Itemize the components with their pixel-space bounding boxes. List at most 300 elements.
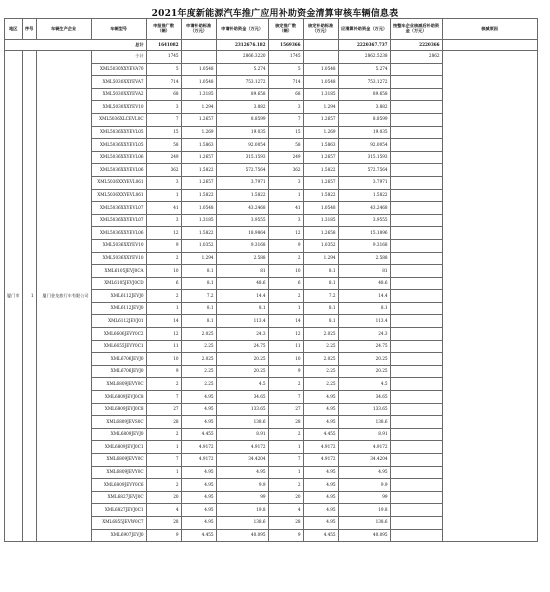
row-model: XML5036XXYEVL061 xyxy=(91,189,146,202)
row-declared-qty: 249 xyxy=(146,151,181,164)
row-applied-fund: 34.65 xyxy=(216,391,268,404)
row-due-fund: 9.9 xyxy=(338,479,390,492)
row-due-fund: 24.3 xyxy=(338,328,390,341)
row-after-deduction xyxy=(390,391,442,404)
row-model: XML6112JEVJ01 xyxy=(91,315,146,328)
row-due-fund: 20.25 xyxy=(338,365,390,378)
row-approved-qty: 12 xyxy=(268,227,303,240)
header-approved-qty: 核定推广数（辆） xyxy=(268,19,303,40)
row-applied-std: 1.5822 xyxy=(181,164,216,177)
row-approved-qty: 9 xyxy=(268,239,303,252)
row-model: XML6655JEVY0C1 xyxy=(91,340,146,353)
row-model: XML5036XXYEVL06 xyxy=(91,227,146,240)
row-applied-fund: 92.0054 xyxy=(216,139,268,152)
row-due-fund: 138.6 xyxy=(338,516,390,529)
row-approved-std: 7.2 xyxy=(303,290,338,303)
row-approved-qty: 1 xyxy=(268,466,303,479)
row-approved-qty: 5 xyxy=(268,63,303,76)
row-model: XML5036XXYEVL061 xyxy=(91,176,146,189)
row-after-deduction xyxy=(390,466,442,479)
row-applied-fund: 572.7564 xyxy=(216,164,268,177)
row-approved-qty: 10 xyxy=(268,265,303,278)
row-approved-std: 4.95 xyxy=(303,479,338,492)
row-declared-qty: 7 xyxy=(146,391,181,404)
row-after-deduction xyxy=(390,88,442,101)
row-applied-std: 1.294 xyxy=(181,252,216,265)
row-applied-fund: 20.25 xyxy=(216,353,268,366)
row-approved-qty: 12 xyxy=(268,328,303,341)
row-after-deduction xyxy=(390,479,442,492)
header-approved-std: 核定补助标准（万元） xyxy=(303,19,338,40)
row-due-fund: 34.65 xyxy=(338,391,390,404)
row-after-deduction xyxy=(390,491,442,504)
row-due-fund: 15.1896 xyxy=(338,227,390,240)
row-approved-qty: 249 xyxy=(268,151,303,164)
row-model: XML6809JEVY0C xyxy=(91,466,146,479)
row-due-fund: 43.2468 xyxy=(338,202,390,215)
row-applied-fund: 18.9864 xyxy=(216,227,268,240)
subtotal-approved-std xyxy=(303,51,338,64)
row-applied-std: 4.95 xyxy=(181,504,216,517)
row-applied-std: 7.2 xyxy=(181,290,216,303)
total-approved-std xyxy=(303,40,338,51)
region-cell: 厦门市 xyxy=(5,51,23,542)
row-model: XML5036XXYEVL05 xyxy=(91,139,146,152)
row-applied-fund: 8.8599 xyxy=(216,113,268,126)
row-declared-qty: 11 xyxy=(146,340,181,353)
row-approved-std: 1.5822 xyxy=(303,189,338,202)
row-applied-fund: 113.4 xyxy=(216,315,268,328)
row-approved-qty: 9 xyxy=(268,529,303,542)
row-after-deduction xyxy=(390,454,442,467)
row-applied-std: 4.95 xyxy=(181,466,216,479)
row-after-deduction xyxy=(390,126,442,139)
row-due-fund: 9.3168 xyxy=(338,239,390,252)
total-std xyxy=(181,40,216,51)
row-approved-std: 4.95 xyxy=(303,516,338,529)
row-model: XML6809JEVJ0C1 xyxy=(91,441,146,454)
row-applied-fund: 4.9172 xyxy=(216,441,268,454)
row-after-deduction xyxy=(390,113,442,126)
total-approved-qty: 1569366 xyxy=(268,40,303,51)
row-declared-qty: 1 xyxy=(146,466,181,479)
row-due-fund: 2.588 xyxy=(338,252,390,265)
row-applied-std: 8.1 xyxy=(181,315,216,328)
row-approved-std: 2.025 xyxy=(303,328,338,341)
row-due-fund: 4.5 xyxy=(338,378,390,391)
row-applied-fund: 8.91 xyxy=(216,428,268,441)
row-approved-std: 8.1 xyxy=(303,302,338,315)
row-due-fund: 5.274 xyxy=(338,63,390,76)
row-declared-qty: 714 xyxy=(146,76,181,89)
row-applied-std: 4.455 xyxy=(181,428,216,441)
row-approved-std: 4.95 xyxy=(303,504,338,517)
row-applied-fund: 3.9555 xyxy=(216,214,268,227)
row-declared-qty: 20 xyxy=(146,491,181,504)
row-declared-qty: 28 xyxy=(146,416,181,429)
row-due-fund: 3.9555 xyxy=(338,214,390,227)
row-declared-qty: 1 xyxy=(146,441,181,454)
row-after-deduction xyxy=(390,315,442,328)
row-declared-qty: 5 xyxy=(146,63,181,76)
row-after-deduction xyxy=(390,139,442,152)
row-declared-qty: 4 xyxy=(146,504,181,517)
row-declared-qty: 2 xyxy=(146,378,181,391)
row-approved-qty: 7 xyxy=(268,391,303,404)
row-approved-std: 4.95 xyxy=(303,416,338,429)
row-approved-std: 4.95 xyxy=(303,491,338,504)
header-after-deduction: 按整车企业核减后补助资金（万元） xyxy=(390,19,442,40)
total-after: 2220366 xyxy=(390,40,442,51)
row-approved-std: 4.455 xyxy=(303,428,338,441)
row-after-deduction xyxy=(390,416,442,429)
row-model: XML6809JEVJ0 xyxy=(91,428,146,441)
row-declared-qty: 2 xyxy=(146,252,181,265)
row-model: XML6809JEVY0C xyxy=(91,454,146,467)
subtotal-std xyxy=(181,51,216,64)
row-approved-qty: 11 xyxy=(268,340,303,353)
row-applied-std: 2.25 xyxy=(181,365,216,378)
row-approved-qty: 2 xyxy=(268,252,303,265)
row-applied-std: 1.269 xyxy=(181,126,216,139)
row-approved-std: 1.2658 xyxy=(303,227,338,240)
document-title: 2021年度新能源汽车推广应用补助资金清算审核车辆信息表 xyxy=(151,9,399,19)
row-applied-std: 1.2657 xyxy=(181,113,216,126)
row-applied-std: 2.25 xyxy=(181,378,216,391)
row-applied-fund: 138.6 xyxy=(216,416,268,429)
subtotal-row xyxy=(5,51,538,64)
row-approved-std: 1.5863 xyxy=(303,139,338,152)
row-due-fund: 14.4 xyxy=(338,290,390,303)
row-declared-qty: 3 xyxy=(146,101,181,114)
row-approved-qty: 4 xyxy=(268,504,303,517)
row-due-fund: 81 xyxy=(338,265,390,278)
row-declared-qty: 27 xyxy=(146,403,181,416)
row-due-fund: 138.6 xyxy=(338,416,390,429)
row-applied-fund: 24.75 xyxy=(216,340,268,353)
row-declared-qty: 10 xyxy=(146,353,181,366)
row-after-deduction xyxy=(390,189,442,202)
row-approved-qty: 2 xyxy=(268,378,303,391)
subtotal-label: 小计 xyxy=(91,51,146,64)
row-due-fund: 4.95 xyxy=(338,466,390,479)
subtotal-due: 2862.5238 xyxy=(338,51,390,64)
row-applied-std: 4.9172 xyxy=(181,441,216,454)
row-approved-std: 1.3185 xyxy=(303,88,338,101)
row-declared-qty: 9 xyxy=(146,365,181,378)
row-declared-qty: 41 xyxy=(146,202,181,215)
row-model: XML6827JEVJ0C xyxy=(91,491,146,504)
row-model: XML5036XXYEVL06 xyxy=(91,164,146,177)
row-due-fund: 19.8 xyxy=(338,504,390,517)
row-applied-fund: 9.3168 xyxy=(216,239,268,252)
row-model: XML6809JEVY0C6 xyxy=(91,479,146,492)
row-applied-fund: 81 xyxy=(216,265,268,278)
row-due-fund: 24.75 xyxy=(338,340,390,353)
row-due-fund: 3.7971 xyxy=(338,176,390,189)
total-fund: 2312676.182 xyxy=(216,40,268,51)
row-approved-std: 1.5822 xyxy=(303,164,338,177)
row-applied-fund: 2.588 xyxy=(216,252,268,265)
header-due-fund: 应清算补助资金（万元） xyxy=(338,19,390,40)
row-model: XML5036XXYEVL07 xyxy=(91,214,146,227)
row-due-fund: 8.1 xyxy=(338,302,390,315)
row-declared-qty: 14 xyxy=(146,315,181,328)
row-applied-std: 4.95 xyxy=(181,516,216,529)
row-approved-std: 8.1 xyxy=(303,315,338,328)
row-declared-qty: 10 xyxy=(146,265,181,278)
row-approved-qty: 2 xyxy=(268,290,303,303)
row-model: XML5036XLCEVL0C xyxy=(91,113,146,126)
row-declared-qty: 2 xyxy=(146,428,181,441)
row-model: XML5036XXYEVL06 xyxy=(91,151,146,164)
row-due-fund: 20.25 xyxy=(338,353,390,366)
row-applied-std: 1.0352 xyxy=(181,239,216,252)
row-approved-std: 4.95 xyxy=(303,403,338,416)
row-declared-qty: 1 xyxy=(146,302,181,315)
row-applied-fund: 89.658 xyxy=(216,88,268,101)
row-approved-std: 1.0548 xyxy=(303,63,338,76)
row-due-fund: 1.5822 xyxy=(338,189,390,202)
row-after-deduction xyxy=(390,504,442,517)
row-model: XML5030XXYEVA2 xyxy=(91,88,146,101)
row-approved-std: 4.455 xyxy=(303,529,338,542)
row-after-deduction xyxy=(390,302,442,315)
row-model: XML6809JEVJ0C8 xyxy=(91,391,146,404)
row-approved-qty: 3 xyxy=(268,101,303,114)
row-applied-std: 2.025 xyxy=(181,328,216,341)
row-model: XML5030XXYEVA7 xyxy=(91,76,146,89)
row-due-fund: 8.91 xyxy=(338,428,390,441)
row-after-deduction xyxy=(390,239,442,252)
row-declared-qty: 9 xyxy=(146,239,181,252)
row-model: XML6706JEVJ0 xyxy=(91,365,146,378)
row-applied-fund: 138.6 xyxy=(216,516,268,529)
row-due-fund: 3.882 xyxy=(338,101,390,114)
row-due-fund: 4.9172 xyxy=(338,441,390,454)
total-due: 2220367.737 xyxy=(338,40,390,51)
row-after-deduction xyxy=(390,378,442,391)
row-approved-std: 2.025 xyxy=(303,353,338,366)
row-due-fund: 34.4204 xyxy=(338,454,390,467)
row-model: XML5036XXYEV10 xyxy=(91,239,146,252)
row-approved-std: 2.25 xyxy=(303,365,338,378)
row-approved-qty: 7 xyxy=(268,454,303,467)
total-qty: 1641082 xyxy=(146,40,181,51)
row-applied-std: 1.5822 xyxy=(181,227,216,240)
row-due-fund: 315.1593 xyxy=(338,151,390,164)
row-after-deduction xyxy=(390,176,442,189)
row-model: XML6827JEVJ0C1 xyxy=(91,504,146,517)
row-after-deduction xyxy=(390,63,442,76)
row-approved-qty: 1 xyxy=(268,441,303,454)
row-approved-std: 8.1 xyxy=(303,265,338,278)
header-applied-fund: 申请补助资金（万元） xyxy=(216,19,268,40)
row-declared-qty: 12 xyxy=(146,227,181,240)
row-applied-std: 8.1 xyxy=(181,277,216,290)
row-applied-std: 1.3185 xyxy=(181,214,216,227)
company-cell: 厦门金龙旅行车有限公司 xyxy=(36,51,91,542)
row-after-deduction xyxy=(390,516,442,529)
row-due-fund: 113.4 xyxy=(338,315,390,328)
row-applied-std: 8.1 xyxy=(181,265,216,278)
row-approved-std: 1.269 xyxy=(303,126,338,139)
row-approved-std: 4.9172 xyxy=(303,454,338,467)
header-index: 序号 xyxy=(22,19,36,40)
row-declared-qty: 7 xyxy=(146,454,181,467)
row-model: XML6809JEVJ0C8 xyxy=(91,403,146,416)
row-after-deduction xyxy=(390,328,442,341)
row-applied-fund: 133.65 xyxy=(216,403,268,416)
row-model: XML5036XXYEV10 xyxy=(91,252,146,265)
row-model: XML6809JEVY0C xyxy=(91,378,146,391)
row-applied-std: 1.0548 xyxy=(181,63,216,76)
row-model: XML6706JEVJ0 xyxy=(91,353,146,366)
row-approved-qty: 2 xyxy=(268,428,303,441)
row-after-deduction xyxy=(390,529,442,542)
row-approved-std: 1.2657 xyxy=(303,113,338,126)
row-due-fund: 99 xyxy=(338,491,390,504)
row-model: XML5036XXYEVL07 xyxy=(91,202,146,215)
subtotal-qty: 1745 xyxy=(146,51,181,64)
row-applied-fund: 753.1272 xyxy=(216,76,268,89)
row-after-deduction xyxy=(390,441,442,454)
row-after-deduction xyxy=(390,214,442,227)
row-model: XML6112JEVJ0 xyxy=(91,290,146,303)
row-applied-std: 4.95 xyxy=(181,491,216,504)
row-model: XML6105JEVJ0CD xyxy=(91,277,146,290)
row-applied-fund: 4.95 xyxy=(216,466,268,479)
row-due-fund: 8.8599 xyxy=(338,113,390,126)
row-due-fund: 572.7564 xyxy=(338,164,390,177)
row-applied-fund: 19.035 xyxy=(216,126,268,139)
total-label: 总计 xyxy=(5,40,147,51)
subtotal-after: 2862 xyxy=(390,51,442,64)
row-declared-qty: 6 xyxy=(146,277,181,290)
row-approved-qty: 10 xyxy=(268,353,303,366)
row-applied-std: 1.5863 xyxy=(181,139,216,152)
row-applied-fund: 20.25 xyxy=(216,365,268,378)
row-approved-qty: 41 xyxy=(268,202,303,215)
header-company: 车辆生产企业 xyxy=(36,19,91,40)
row-approved-std: 8.1 xyxy=(303,277,338,290)
row-model: XML5030XXYEV10 xyxy=(91,101,146,114)
row-applied-fund: 34.4204 xyxy=(216,454,268,467)
header-declared-qty: 申报推广数（辆） xyxy=(146,19,181,40)
row-approved-qty: 1 xyxy=(268,302,303,315)
subtotal-approved-qty: 1745 xyxy=(268,51,303,64)
row-after-deduction xyxy=(390,353,442,366)
row-after-deduction xyxy=(390,403,442,416)
row-applied-std: 1.0548 xyxy=(181,76,216,89)
row-applied-fund: 8.1 xyxy=(216,302,268,315)
row-approved-std: 1.3185 xyxy=(303,214,338,227)
row-declared-qty: 2 xyxy=(146,479,181,492)
row-after-deduction xyxy=(390,265,442,278)
row-after-deduction xyxy=(390,101,442,114)
header-region: 地区 xyxy=(5,19,23,40)
row-due-fund: 89.658 xyxy=(338,88,390,101)
row-applied-fund: 19.8 xyxy=(216,504,268,517)
row-approved-qty: 68 xyxy=(268,88,303,101)
row-after-deduction xyxy=(390,164,442,177)
row-model: XML6907JEVJ0 xyxy=(91,529,146,542)
row-applied-fund: 4.5 xyxy=(216,378,268,391)
row-after-deduction xyxy=(390,290,442,303)
row-approved-qty: 714 xyxy=(268,76,303,89)
row-applied-std: 4.95 xyxy=(181,403,216,416)
row-applied-std: 4.95 xyxy=(181,416,216,429)
row-declared-qty: 362 xyxy=(146,164,181,177)
row-model: XML5030XXYEVA70 xyxy=(91,63,146,76)
row-approved-qty: 27 xyxy=(268,403,303,416)
row-after-deduction xyxy=(390,340,442,353)
row-declared-qty: 1 xyxy=(146,189,181,202)
row-due-fund: 19.035 xyxy=(338,126,390,139)
row-applied-std: 1.2657 xyxy=(181,151,216,164)
row-approved-std: 1.2657 xyxy=(303,151,338,164)
row-applied-std: 4.455 xyxy=(181,529,216,542)
row-due-fund: 753.1272 xyxy=(338,76,390,89)
row-approved-std: 4.95 xyxy=(303,466,338,479)
row-after-deduction xyxy=(390,151,442,164)
row-applied-fund: 40.095 xyxy=(216,529,268,542)
row-approved-qty: 20 xyxy=(268,491,303,504)
row-applied-std: 1.294 xyxy=(181,101,216,114)
row-applied-fund: 1.5822 xyxy=(216,189,268,202)
row-approved-std: 2.25 xyxy=(303,340,338,353)
reason-cell xyxy=(442,51,537,542)
row-approved-qty: 2 xyxy=(268,479,303,492)
row-approved-std: 1.294 xyxy=(303,101,338,114)
row-after-deduction xyxy=(390,252,442,265)
row-applied-fund: 24.3 xyxy=(216,328,268,341)
row-applied-std: 1.0548 xyxy=(181,202,216,215)
row-declared-qty: 2 xyxy=(146,290,181,303)
row-approved-std: 1.0548 xyxy=(303,76,338,89)
row-approved-std: 1.0352 xyxy=(303,239,338,252)
row-approved-std: 1.2657 xyxy=(303,176,338,189)
row-declared-qty: 58 xyxy=(146,139,181,152)
row-applied-std: 2.25 xyxy=(181,340,216,353)
row-approved-std: 1.0548 xyxy=(303,202,338,215)
row-model: XML6809JEVS0C xyxy=(91,416,146,429)
row-due-fund: 92.0054 xyxy=(338,139,390,152)
row-declared-qty: 68 xyxy=(146,88,181,101)
subtotal-fund: 2866.3220 xyxy=(216,51,268,64)
row-declared-qty: 9 xyxy=(146,529,181,542)
header-row xyxy=(5,19,538,40)
row-approved-qty: 7 xyxy=(268,113,303,126)
row-after-deduction xyxy=(390,428,442,441)
row-applied-std: 4.9172 xyxy=(181,454,216,467)
row-applied-std: 2.025 xyxy=(181,353,216,366)
row-approved-qty: 28 xyxy=(268,516,303,529)
row-approved-qty: 362 xyxy=(268,164,303,177)
row-declared-qty: 7 xyxy=(146,113,181,126)
row-declared-qty: 15 xyxy=(146,126,181,139)
row-approved-qty: 28 xyxy=(268,416,303,429)
row-applied-fund: 14.4 xyxy=(216,290,268,303)
row-declared-qty: 12 xyxy=(146,328,181,341)
subsidy-table xyxy=(4,18,538,542)
row-due-fund: 40.095 xyxy=(338,529,390,542)
row-after-deduction xyxy=(390,365,442,378)
row-approved-qty: 58 xyxy=(268,139,303,152)
row-applied-fund: 5.274 xyxy=(216,63,268,76)
row-after-deduction xyxy=(390,227,442,240)
row-approved-qty: 6 xyxy=(268,277,303,290)
